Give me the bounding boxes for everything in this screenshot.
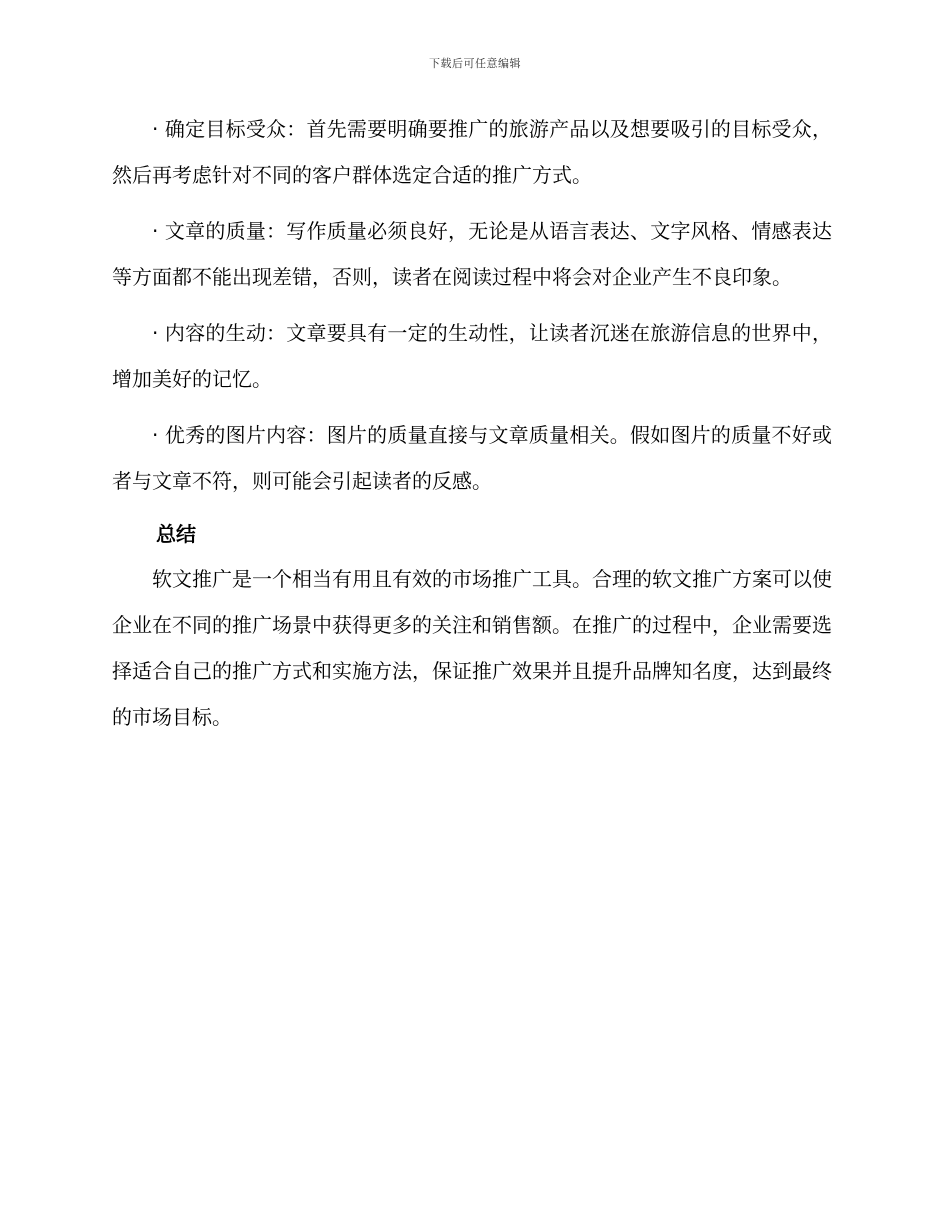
summary-paragraph: 软文推广是一个相当有用且有效的市场推广工具。合理的软文推广方案可以使企业在不同的推广场景中获得更多的关注和销售额。在推广的过程中，企业需要选择适合自己的推广方式和实施方法，保证推广效果并且提升品牌知名度，达到最终的市场目标。	[112, 567, 832, 729]
bullet-target-audience: · 确定目标受众：首先需要明确要推广的旅游产品以及想要吸引的目标受众，然后再考虑针对不同的客户群体选定合适的推广方式。	[112, 117, 832, 187]
bullet-content-vivid: · 内容的生动：文章要具有一定的生动性，让读者沉迷在旅游信息的世界中，增加美好的记忆。	[112, 321, 832, 391]
header-note: 下载后可任意编辑	[429, 57, 521, 70]
bullet-article-quality: · 文章的质量：写作质量必须良好，无论是从语言表达、文字风格、情感表达等方面都不能出现差错，否则，读者在阅读过程中将会对企业产生不良印象。	[112, 219, 832, 289]
document-body	[112, 106, 832, 750]
summary-heading: 总结	[156, 522, 196, 546]
bullet-image-content: · 优秀的图片内容：图片的质量直接与文章质量相关。假如图片的质量不好或者与文章不符，则可能会引起读者的反感。	[112, 423, 832, 493]
